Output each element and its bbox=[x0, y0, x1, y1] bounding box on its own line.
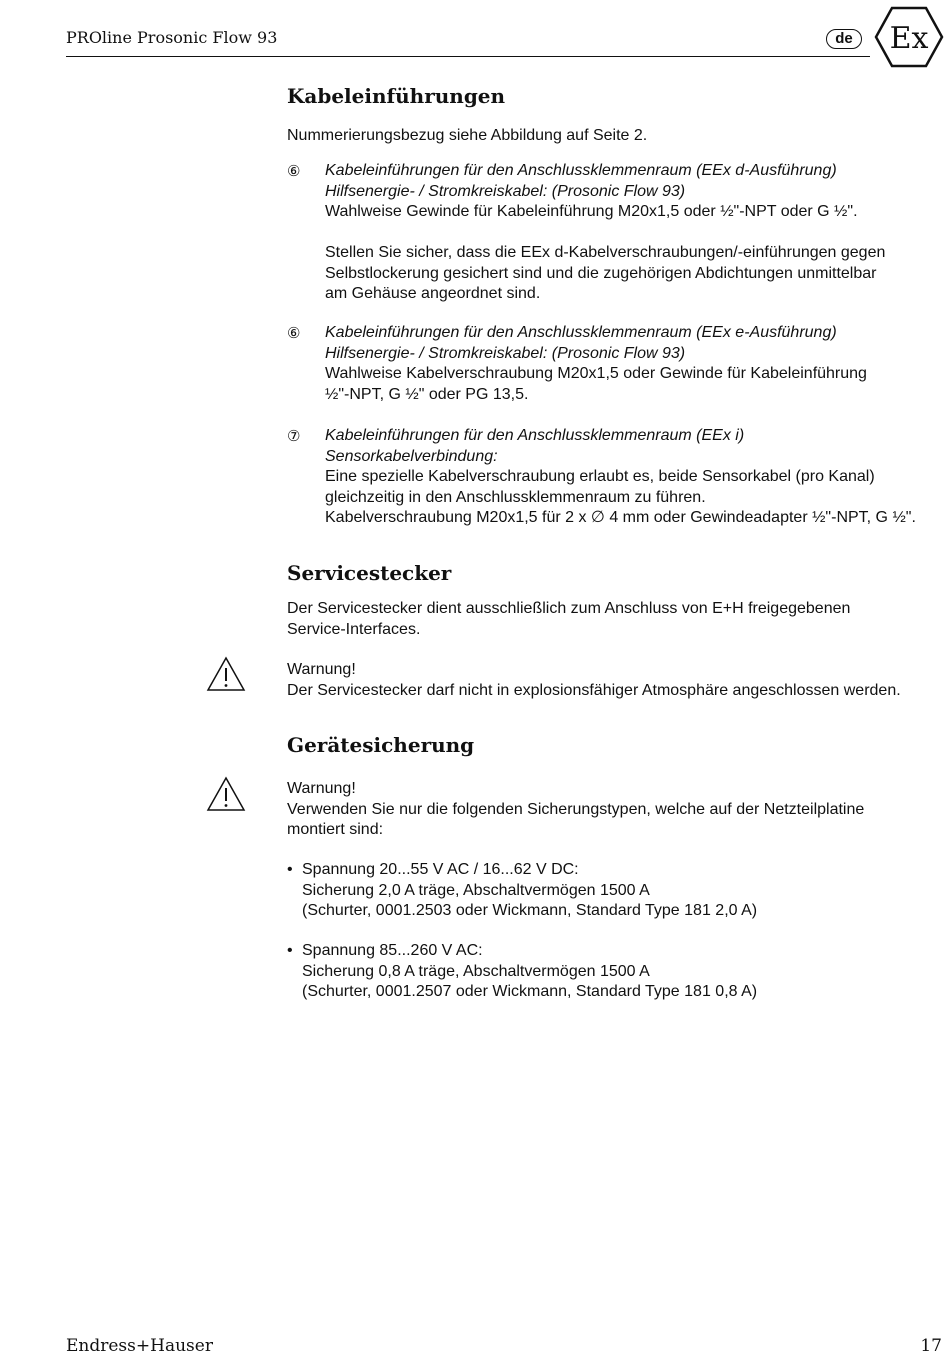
cable-entry-item-3 bbox=[325, 426, 916, 529]
item-line: Wahlweise Gewinde für Kabeleinführung M20x1,5 oder ½"-NPT oder G ½". bbox=[325, 203, 858, 220]
fuse-bullet-2 bbox=[302, 941, 757, 1003]
header-rule bbox=[66, 56, 870, 57]
warning-title: Warnung! bbox=[287, 661, 356, 678]
item-italic-line: Sensorkabelverbindung: bbox=[325, 447, 498, 465]
cable-entry-item-1 bbox=[325, 161, 885, 305]
bullet-dot: • bbox=[287, 861, 293, 878]
bullet-line: Sicherung 0,8 A träge, Abschaltvermögen 1500 A bbox=[302, 962, 650, 980]
heading-servicestecker: Servicestecker bbox=[287, 561, 452, 585]
page-number: 17 bbox=[920, 1336, 942, 1356]
service-line: Der Servicestecker dient ausschließlich zum Anschluss von E+H freigegebenen bbox=[287, 600, 851, 617]
language-badge: de bbox=[826, 29, 862, 49]
bullet-dot: • bbox=[287, 942, 293, 959]
bullet-line: (Schurter, 0001.2507 oder Wickmann, Standard Type 181 0,8 A) bbox=[302, 983, 758, 1000]
bullet-line: Spannung 20...55 V AC / 16...62 V DC: bbox=[302, 861, 579, 878]
document-title: PROline Prosonic Flow 93 bbox=[66, 28, 278, 47]
item-marker: ⑥ bbox=[287, 325, 301, 342]
bullet-line: Sicherung 2,0 A träge, Abschaltvermögen 1500 A bbox=[302, 881, 650, 899]
heading-geraetesicherung: Gerätesicherung bbox=[287, 733, 475, 757]
item-line: Eine spezielle Kabelverschraubung erlaubt es, beide Sensorkabel (pro Kanal) bbox=[325, 468, 875, 485]
service-warning bbox=[287, 660, 901, 701]
ex-logo-icon bbox=[874, 6, 944, 68]
fuse-warning bbox=[287, 779, 864, 841]
ex-logo-text: Ex bbox=[889, 21, 929, 56]
item-line: gleichzeitig in den Anschlussklemmenraum zu führen. bbox=[325, 488, 706, 506]
warning-icon bbox=[206, 656, 246, 692]
bullet-line: Spannung 85...260 V AC: bbox=[302, 942, 483, 959]
item-marker: ⑦ bbox=[287, 428, 301, 445]
bullet-line: (Schurter, 0001.2503 oder Wickmann, Standard Type 181 2,0 A) bbox=[302, 902, 758, 919]
item-italic-line: Hilfsenergie- / Stromkreiskabel: (Prosonic Flow 93) bbox=[325, 344, 686, 362]
item-italic-line: Kabeleinführungen für den Anschlussklemmenraum (EEx d-Ausführung) bbox=[325, 162, 837, 179]
item-italic-line: Hilfsenergie- / Stromkreiskabel: (Prosonic Flow 93) bbox=[325, 182, 686, 200]
heading-kabeleinfuehrungen: Kabeleinführungen bbox=[287, 84, 506, 108]
item-line: Selbstlockerung gesichert sind und die zugehörigen Abdichtungen unmittelbar bbox=[325, 264, 877, 282]
warning-line: montiert sind: bbox=[287, 821, 384, 838]
item-italic-line: Kabeleinführungen für den Anschlussklemmenraum (EEx i) bbox=[325, 427, 745, 444]
item-line: Stellen Sie sicher, dass die EEx d-Kabelverschraubungen/-einführungen gegen bbox=[325, 244, 886, 261]
warning-line: Verwenden Sie nur die folgenden Sicherungstypen, welche auf der Netzteilplatine bbox=[287, 800, 865, 818]
item-line: am Gehäuse angeordnet sind. bbox=[325, 285, 541, 302]
item-italic-line: Kabeleinführungen für den Anschlussklemmenraum (EEx e-Ausführung) bbox=[325, 324, 837, 341]
service-text bbox=[287, 599, 850, 640]
item-line: Kabelverschraubung M20x1,5 für 2 x ∅ 4 mm oder Gewindeadapter ½"-NPT, G ½". bbox=[325, 509, 916, 526]
item-line: ½"-NPT, G ½" oder PG 13,5. bbox=[325, 385, 529, 403]
fuse-bullet-1 bbox=[302, 860, 757, 922]
brand-logo: Endress+Hauser bbox=[66, 1336, 213, 1356]
cable-entry-item-2 bbox=[325, 323, 867, 405]
item-marker: ⑥ bbox=[287, 163, 301, 180]
warning-icon bbox=[206, 776, 246, 812]
service-line: Service-Interfaces. bbox=[287, 620, 421, 638]
intro-text: Nummerierungsbezug siehe Abbildung auf Seite 2. bbox=[287, 127, 648, 144]
warning-text: Der Servicestecker darf nicht in explosionsfähiger Atmosphäre angeschlossen werden. bbox=[287, 681, 901, 699]
item-line: Wahlweise Kabelverschraubung M20x1,5 oder Gewinde für Kabeleinführung bbox=[325, 365, 867, 382]
warning-title: Warnung! bbox=[287, 780, 356, 797]
